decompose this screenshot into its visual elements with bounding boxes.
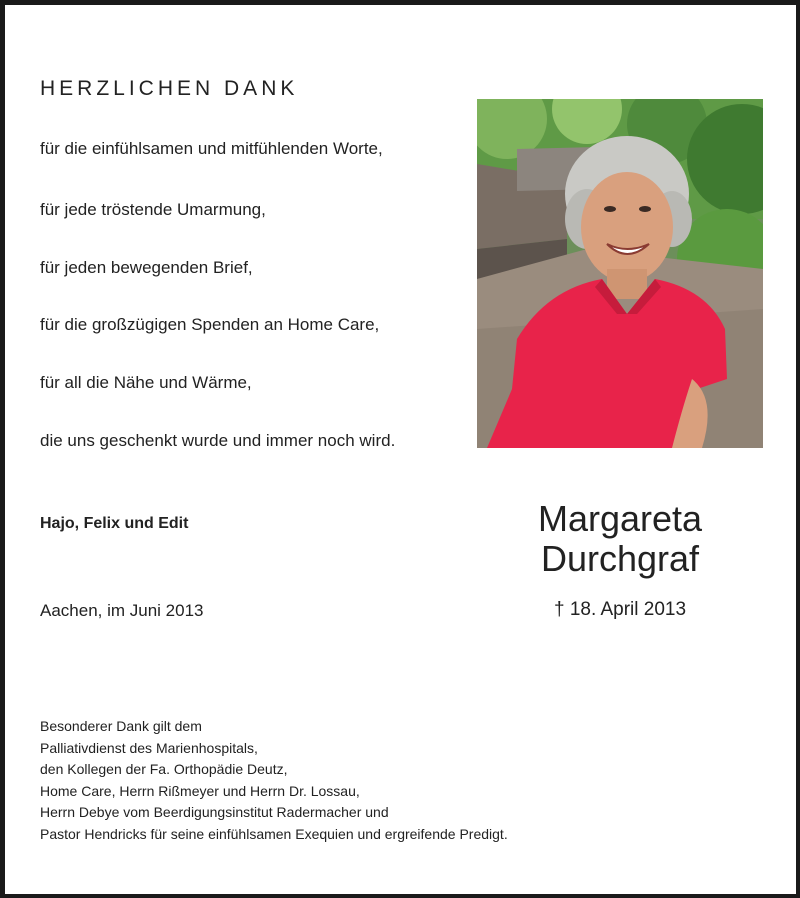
notice-heading: HERZLICHEN DANK bbox=[40, 77, 299, 100]
thanks-line: für all die Nähe und Wärme, bbox=[40, 373, 252, 392]
thanks-line: die uns geschenkt wurde und immer noch wird. bbox=[40, 431, 396, 450]
thanks-line: für die großzügigen Spenden an Home Care, bbox=[40, 315, 380, 334]
special-thanks bbox=[40, 716, 508, 845]
deceased-last-name: Durchgraf bbox=[540, 538, 700, 579]
special-thanks-line: Palliativdienst des Marienhospitals, bbox=[40, 739, 258, 756]
thanks-line: für jeden bewegenden Brief, bbox=[40, 258, 253, 277]
place-date: Aachen, im Juni 2013 bbox=[40, 601, 204, 620]
special-thanks-line: den Kollegen der Fa. Orthopädie Deutz, bbox=[40, 761, 288, 777]
thanks-line: für die einfühlsamen und mitfühlenden Worte, bbox=[40, 139, 383, 158]
special-thanks-line: Pastor Hendricks für seine einfühlsamen Exequien und ergreifende Predigt. bbox=[40, 825, 508, 842]
signers: Hajo, Felix und Edit bbox=[40, 515, 189, 532]
portrait-photo bbox=[477, 99, 763, 448]
thanks-line: für jede tröstende Umarmung, bbox=[40, 200, 266, 219]
special-thanks-line: Herrn Debye vom Beerdigungsinstitut Radermacher und bbox=[40, 804, 389, 820]
deceased-first-name: Margareta bbox=[537, 498, 703, 539]
special-thanks-line: Besonderer Dank gilt dem bbox=[40, 718, 202, 734]
death-date: † 18. April 2013 bbox=[553, 599, 687, 620]
special-thanks-line: Home Care, Herrn Rißmeyer und Herrn Dr. Lossau, bbox=[40, 782, 360, 799]
